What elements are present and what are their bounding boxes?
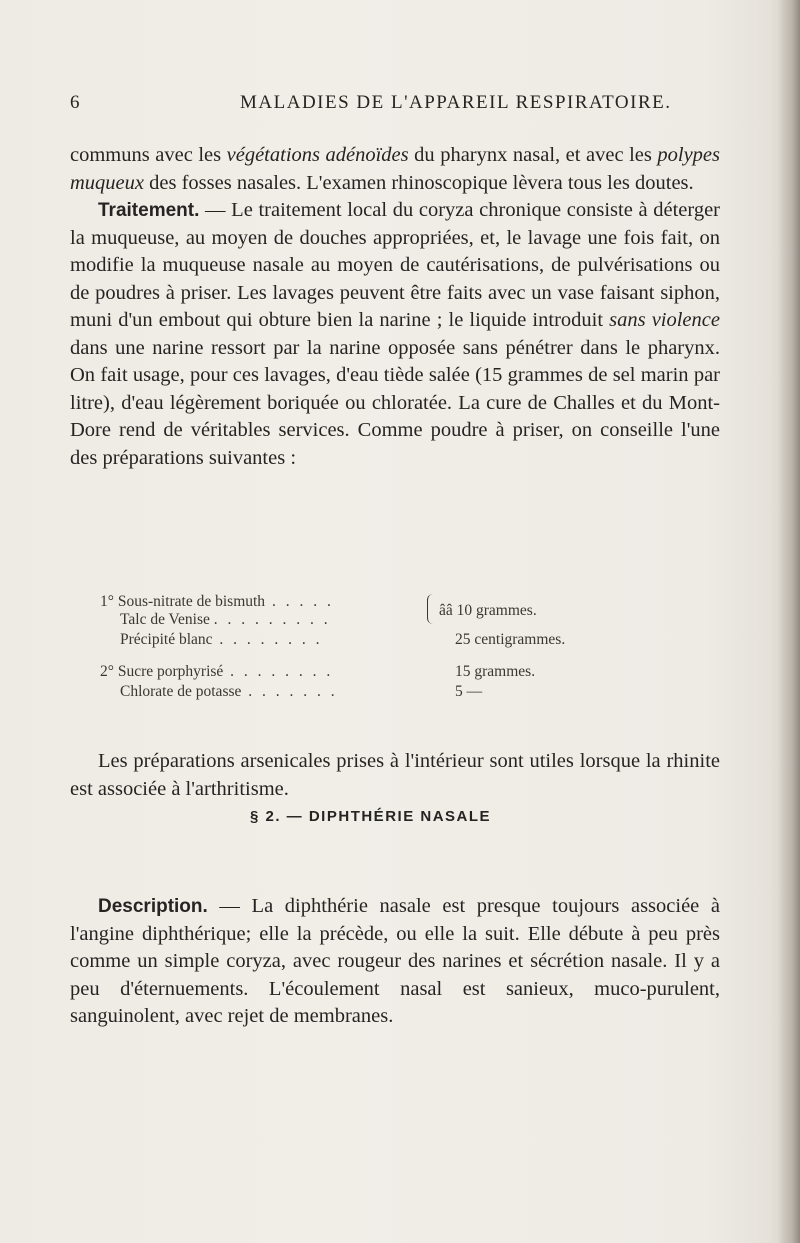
recipe-line-3 — [120, 630, 323, 650]
paragraph-continuation — [70, 142, 720, 197]
recipe-label: Chlorate de potasse — [120, 683, 242, 700]
para4-text: — La diphthérie nasale est presque toujours associée à l'angine diphthérique; elle la précède, ou elle la suit. Elle débute à peu près comme un simple coryza, avec rougeur des narines et sécrétion nasale. Il y a peu d'éternuements. L'écoulement nasal est sanieux, muco-purulent, sanguinolent, avec rejet de membranes. — [70, 895, 720, 1027]
brace-mark — [427, 594, 436, 624]
para1-text-b: du pharynx nasal, et avec les — [408, 144, 658, 166]
paragraph-traitement — [70, 197, 720, 472]
prescription-list — [70, 592, 720, 722]
recipe-line-2 — [120, 610, 331, 630]
leader-dots: . . . . . — [265, 593, 334, 610]
body-text-description — [70, 893, 720, 1031]
description-heading: Description. — [98, 896, 208, 917]
running-title: MALADIES DE L'APPAREIL RESPIRATOIRE. — [240, 92, 672, 113]
leader-dots: . . . . . . . . — [223, 663, 334, 680]
recipe-dose-1-2: ââ 10 grammes. — [439, 602, 537, 619]
recipe-dose-4: 15 grammes. — [455, 663, 536, 680]
page-header — [70, 92, 720, 122]
body-text-top — [70, 142, 720, 472]
para1-emphasis-polypes: polypes muqueux — [70, 144, 720, 194]
section-title: § 2. — DIPHTHÉRIE NASALE — [250, 808, 492, 825]
recipe-dose-5: 5 — — [455, 683, 483, 700]
leader-dots: . . . . . . . — [241, 683, 338, 700]
recipe-label: Talc de Venise — [120, 611, 210, 628]
traitement-heading: Traitement. — [98, 200, 200, 221]
recipe-line-4 — [100, 662, 333, 682]
para1-text-a: communs avec les — [70, 144, 227, 166]
leader-dots: . . . . . . . . — [212, 631, 323, 648]
para2-text-b: dans une narine ressort par la narine opposée sans pénétrer dans le pharynx. On fait usage, pour ces lavages, d'eau tiède salée (15 grammes de sel marin par litre), d'eau légèrement boriquée ou chloratée. La cure de Challes et du Mont-Dore rend de véritables services. Comme poudre à priser, on conseille l'une des préparations suivantes : — [70, 336, 720, 469]
para1-emphasis-vegetations: végétations adénoïdes — [226, 144, 409, 166]
body-text-arsenic — [70, 748, 720, 803]
page-number: 6 — [70, 92, 81, 113]
recipe-dose-3: 25 centigrammes. — [455, 631, 566, 648]
page-edge-shadow — [778, 0, 800, 1243]
paragraph-description — [70, 893, 720, 1031]
para2-emphasis: sans violence — [609, 309, 720, 331]
leader-dots: . . . . . . . . . — [213, 611, 331, 628]
para1-text-c: des fosses nasales. L'examen rhinoscopique lèvera tous les doutes. — [144, 171, 694, 194]
recipe-line-5 — [120, 682, 338, 702]
recipe-line-1 — [100, 592, 334, 612]
para2-text-a: — Le traitement local du coryza chronique consiste à déterger la muqueuse, au moyen de douches appropriées, et, le lavage une fois fait, on modifie la muqueuse nasale au moyen de cautérisations, de pulvérisations ou de poudres à priser. Les lavages peuvent être faits avec un vase faisant siphon, muni d'un embout qui obture bien la narine ; le liquide introduit — [70, 199, 720, 331]
recipe-label: 1° Sous-nitrate de bismuth — [100, 593, 266, 610]
recipe-label: Précipité blanc — [120, 631, 213, 648]
paragraph-arsenicales: Les préparations arsenicales prises à l'intérieur sont utiles lorsque la rhinite est associée à l'arthritisme. — [70, 750, 720, 800]
recipe-label: 2° Sucre porphyrisé — [100, 663, 224, 680]
